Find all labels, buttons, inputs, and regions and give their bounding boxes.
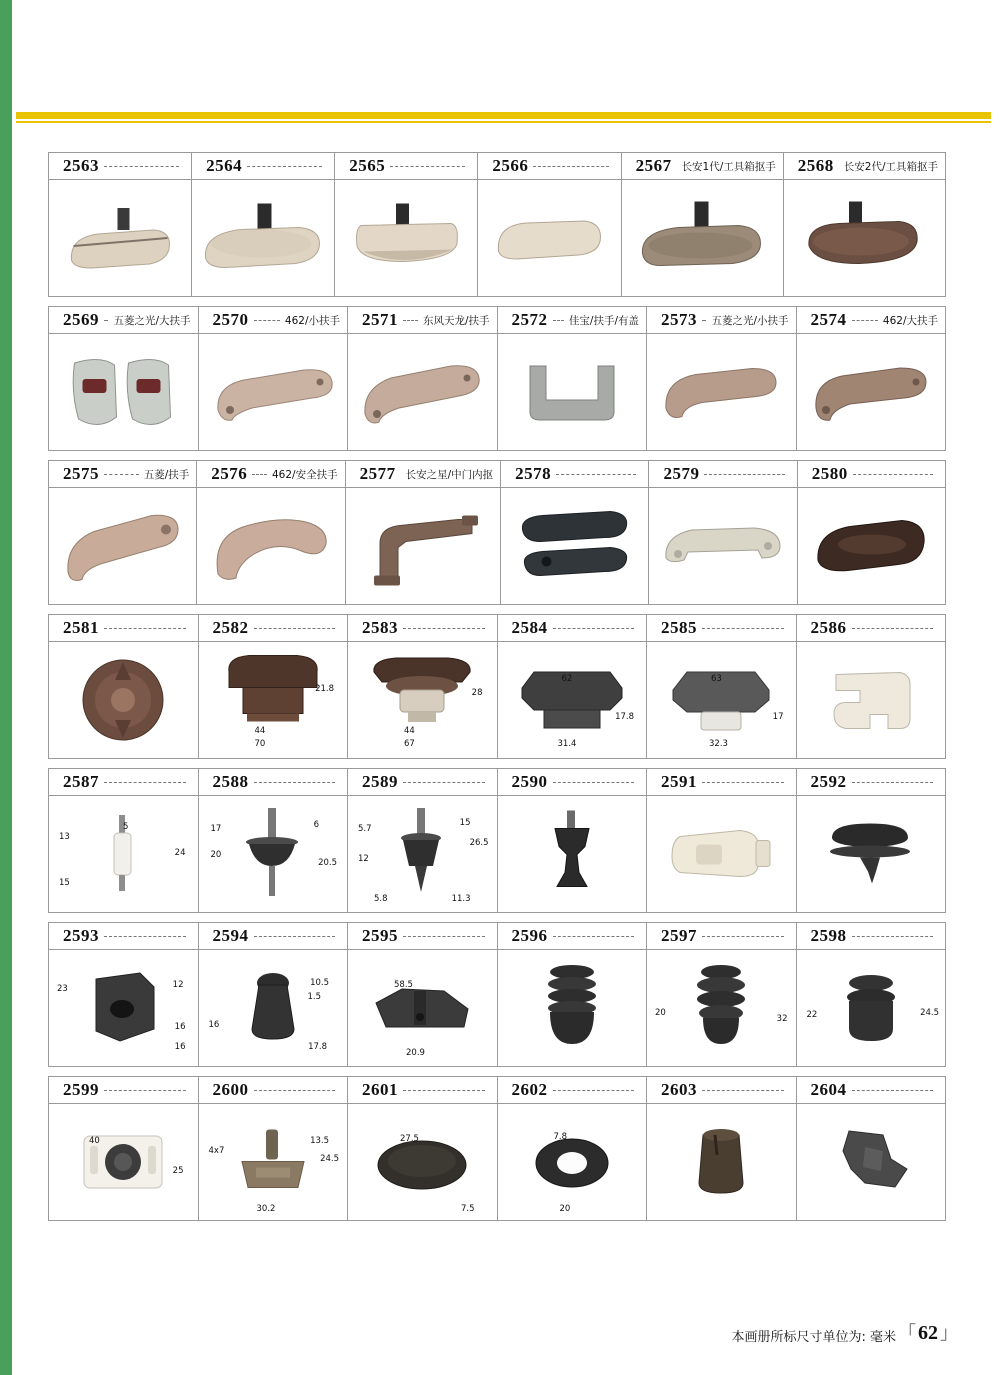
dash-rule	[403, 782, 485, 784]
part-cell-2566[interactable]	[478, 153, 621, 296]
part-image	[49, 488, 196, 604]
dash-rule	[852, 320, 878, 322]
dimension-label: 22	[806, 1010, 818, 1020]
top-yellow-rule	[16, 112, 991, 119]
dimension-label: 21.8	[315, 684, 334, 694]
part-code: 2602	[511, 1080, 548, 1099]
part-cell-2573[interactable]	[647, 307, 797, 450]
dimension-label: 13.5	[310, 1136, 329, 1146]
table-row	[48, 152, 946, 297]
part-image	[647, 1104, 796, 1220]
part-code: 2579	[663, 464, 700, 483]
dash-rule	[247, 166, 322, 168]
part-cell-2565[interactable]	[335, 153, 478, 296]
part-cell-2588[interactable]	[199, 769, 349, 912]
part-code: 2585	[661, 618, 697, 637]
dash-rule	[254, 936, 336, 938]
part-image	[335, 180, 477, 296]
cell-header	[498, 923, 647, 950]
dimension-label: 17	[772, 712, 784, 722]
part-code: 2566	[492, 156, 529, 175]
part-image	[498, 950, 647, 1066]
cell-header	[199, 769, 348, 796]
dimension-label: 17	[210, 824, 222, 834]
part-cell-2581[interactable]	[49, 615, 199, 758]
dash-rule	[702, 628, 784, 630]
table-row	[48, 768, 946, 913]
part-cell-2585[interactable]	[647, 615, 797, 758]
dimension-label: 16	[174, 1022, 186, 1032]
part-image	[498, 642, 647, 758]
dimension-label: 17.8	[615, 712, 634, 722]
part-code: 2583	[362, 618, 398, 637]
cell-header	[348, 1077, 497, 1104]
cell-header	[797, 615, 946, 642]
dimension-label: 20	[210, 850, 222, 860]
dimension-label: 7.5	[460, 1204, 475, 1214]
part-code: 2581	[63, 618, 99, 637]
part-image	[199, 642, 348, 758]
cell-header	[647, 615, 796, 642]
dash-rule	[556, 474, 636, 476]
part-desc: 462/大扶手	[882, 314, 938, 327]
part-image	[498, 334, 647, 450]
part-code: 2569	[63, 310, 99, 329]
part-code: 2604	[810, 1080, 847, 1099]
part-cell-2580[interactable]	[798, 461, 945, 604]
dimension-label: 13	[59, 832, 70, 842]
part-cell-2604[interactable]	[797, 1077, 946, 1220]
dash-rule	[553, 936, 635, 938]
top-yellow-rule-thin	[16, 121, 991, 123]
dash-rule	[254, 628, 336, 630]
part-code: 2588	[212, 772, 249, 791]
dash-rule	[553, 320, 564, 322]
dimension-label: 26.5	[469, 838, 489, 848]
dimension-label: 24.5	[920, 1008, 939, 1018]
part-cell-2594[interactable]	[199, 923, 349, 1066]
part-image	[348, 1104, 497, 1220]
part-cell-2600[interactable]	[199, 1077, 349, 1220]
parts-grid	[48, 152, 946, 1230]
part-cell-2599[interactable]	[49, 1077, 199, 1220]
part-code: 2590	[511, 772, 548, 791]
part-image	[622, 180, 783, 296]
part-code: 2573	[661, 310, 697, 329]
dimension-label: 7.8	[553, 1132, 568, 1142]
part-cell-2586[interactable]	[797, 615, 946, 758]
part-cell-2569[interactable]	[49, 307, 199, 450]
dash-rule	[104, 1090, 186, 1092]
part-cell-2578[interactable]	[501, 461, 649, 604]
dimension-label: 4x7	[208, 1146, 225, 1156]
part-code: 2576	[211, 464, 248, 483]
part-code: 2600	[212, 1080, 249, 1099]
part-desc: 佳宝/扶手/有盖	[568, 314, 639, 327]
part-image	[49, 334, 198, 450]
cell-header	[49, 1077, 198, 1104]
part-image	[197, 488, 344, 604]
cell-header	[797, 1077, 946, 1104]
cell-header	[348, 307, 497, 334]
part-cell-2564[interactable]	[192, 153, 335, 296]
cell-header	[49, 153, 191, 180]
part-cell-2570[interactable]	[199, 307, 349, 450]
cell-header	[348, 923, 497, 950]
dash-rule	[853, 474, 933, 476]
dimension-label: 20	[559, 1204, 571, 1214]
cell-header	[498, 615, 647, 642]
cell-header	[498, 769, 647, 796]
part-image	[797, 334, 946, 450]
part-image	[199, 334, 348, 450]
dash-rule	[852, 1090, 934, 1092]
part-cell-2579[interactable]	[649, 461, 797, 604]
part-cell-2574[interactable]	[797, 307, 946, 450]
dimension-label: 5	[123, 822, 129, 832]
page-number: 62	[918, 1322, 938, 1344]
dash-rule	[390, 166, 465, 168]
cell-header	[192, 153, 334, 180]
dash-rule	[702, 1090, 784, 1092]
cell-header	[49, 307, 198, 334]
part-image	[647, 950, 796, 1066]
dash-rule	[252, 474, 267, 476]
dimension-label: 62	[561, 674, 573, 684]
part-desc: 长安2代/工具箱抠手	[843, 160, 938, 173]
part-code: 2580	[811, 464, 848, 483]
table-row	[48, 1076, 946, 1221]
cell-header	[199, 1077, 348, 1104]
part-cell-2577[interactable]	[346, 461, 502, 604]
dash-rule	[553, 1090, 635, 1092]
dash-rule	[702, 936, 784, 938]
dimension-label: 12	[358, 854, 369, 864]
cell-header	[49, 923, 198, 950]
dash-rule	[104, 782, 186, 784]
dash-rule	[254, 782, 336, 784]
part-cell-2591[interactable]	[647, 769, 797, 912]
dimension-label: 31.4	[557, 739, 577, 749]
dash-rule	[254, 320, 280, 322]
dash-rule	[254, 1090, 336, 1092]
part-desc: 462/小扶手	[284, 314, 340, 327]
dimension-label: 44	[404, 726, 415, 736]
left-green-bar	[0, 0, 12, 1375]
dash-rule	[403, 320, 418, 322]
part-image	[498, 796, 647, 912]
left-bar-white-gap	[12, 0, 16, 1375]
part-code: 2568	[797, 156, 834, 175]
dimension-label: 23	[57, 984, 68, 994]
part-image	[348, 334, 497, 450]
part-image	[797, 642, 946, 758]
part-code: 2575	[63, 464, 99, 483]
cell-header	[197, 461, 344, 488]
part-cell-2563[interactable]	[49, 153, 192, 296]
part-cell-2593[interactable]	[49, 923, 199, 1066]
dimension-label: 11.3	[451, 894, 471, 904]
dash-rule	[852, 782, 934, 784]
cell-header	[647, 307, 796, 334]
part-desc: 长安之星/中门内抠	[405, 468, 494, 481]
bracket-right: 」	[940, 1323, 958, 1343]
part-image	[49, 180, 191, 296]
dash-rule	[403, 936, 485, 938]
part-cell-2602[interactable]	[498, 1077, 648, 1220]
part-image	[797, 950, 946, 1066]
part-cell-2572[interactable]	[498, 307, 648, 450]
dash-rule	[553, 628, 635, 630]
part-cell-2567[interactable]	[622, 153, 784, 296]
cell-header	[335, 153, 477, 180]
cell-header	[49, 615, 198, 642]
dimension-label: 28	[471, 688, 483, 698]
cell-header	[49, 461, 196, 488]
part-image	[649, 488, 796, 604]
dimension-label: 20.5	[318, 858, 337, 868]
part-code: 2564	[206, 156, 243, 175]
part-code: 2578	[515, 464, 552, 483]
cell-header	[199, 923, 348, 950]
part-code: 2589	[362, 772, 398, 791]
dimension-label: 15	[59, 878, 70, 888]
part-code: 2565	[349, 156, 386, 175]
part-image	[49, 642, 198, 758]
dimension-label: 5.8	[374, 894, 388, 904]
dash-rule	[403, 628, 485, 630]
part-image	[199, 950, 348, 1066]
part-code: 2586	[810, 618, 847, 637]
dimension-label: 67	[404, 739, 415, 749]
dash-rule	[104, 628, 186, 630]
part-cell-2590[interactable]	[498, 769, 648, 912]
part-cell-2597[interactable]	[647, 923, 797, 1066]
part-image	[498, 1104, 647, 1220]
part-code: 2567	[635, 156, 672, 175]
part-code: 2563	[63, 156, 99, 175]
cell-header	[784, 153, 945, 180]
cell-header	[199, 307, 348, 334]
part-cell-2603[interactable]	[647, 1077, 797, 1220]
part-code: 2599	[63, 1080, 99, 1099]
dimension-label: 20	[655, 1008, 666, 1018]
table-row	[48, 306, 946, 451]
dimension-label: 16	[174, 1042, 186, 1052]
part-image	[798, 488, 945, 604]
part-image	[49, 796, 198, 912]
part-code: 2570	[212, 310, 249, 329]
dimension-label: 25	[172, 1166, 184, 1176]
dash-rule	[104, 936, 186, 938]
part-image	[49, 950, 198, 1066]
dash-rule	[704, 474, 784, 476]
dimension-label: 1.5	[307, 992, 321, 1002]
part-image	[199, 1104, 348, 1220]
part-cell-2584[interactable]	[498, 615, 648, 758]
part-code: 2596	[511, 926, 548, 945]
part-code: 2594	[212, 926, 249, 945]
table-row	[48, 460, 946, 605]
cell-header	[346, 461, 501, 488]
part-code: 2582	[212, 618, 249, 637]
cell-header	[49, 769, 198, 796]
dimension-label: 10.5	[310, 978, 329, 988]
dimension-label: 32.3	[709, 739, 728, 749]
part-image	[348, 950, 497, 1066]
cell-header	[622, 153, 783, 180]
part-cell-2582[interactable]	[199, 615, 349, 758]
cell-header	[798, 461, 945, 488]
dimension-label: 40	[89, 1136, 100, 1146]
cell-header	[478, 153, 620, 180]
dimension-label: 5.7	[358, 824, 372, 834]
part-cell-2583[interactable]	[348, 615, 498, 758]
dash-rule	[104, 320, 108, 322]
part-image	[346, 488, 501, 604]
part-code: 2587	[63, 772, 99, 791]
part-image	[647, 796, 796, 912]
cell-header	[649, 461, 796, 488]
part-image	[192, 180, 334, 296]
part-code: 2592	[810, 772, 847, 791]
dimension-label: 17.8	[308, 1042, 327, 1052]
footer-note: 本画册所标尺寸单位为: 毫米	[731, 1330, 896, 1345]
part-cell-2575[interactable]	[49, 461, 197, 604]
cell-header	[498, 1077, 647, 1104]
part-cell-2589[interactable]	[348, 769, 498, 912]
dimension-label: 63	[711, 674, 722, 684]
dash-rule	[104, 166, 179, 168]
part-code: 2597	[661, 926, 697, 945]
bracket-left: 「	[898, 1323, 916, 1343]
part-code: 2603	[661, 1080, 697, 1099]
part-image	[784, 180, 945, 296]
cell-header	[501, 461, 648, 488]
part-cell-2571[interactable]	[348, 307, 498, 450]
part-code: 2572	[511, 310, 548, 329]
part-desc: 五菱之光/小扶手	[711, 314, 789, 327]
dash-rule	[104, 474, 139, 476]
part-image	[199, 796, 348, 912]
cell-header	[647, 1077, 796, 1104]
dimension-label: 15	[459, 818, 471, 828]
part-code: 2593	[63, 926, 99, 945]
part-cell-2596[interactable]	[498, 923, 648, 1066]
part-desc: 462/安全扶手	[272, 468, 338, 481]
part-desc: 长安1代/工具箱抠手	[681, 160, 776, 173]
dash-rule	[702, 320, 706, 322]
part-cell-2568[interactable]	[784, 153, 945, 296]
part-cell-2598[interactable]	[797, 923, 946, 1066]
table-row	[48, 922, 946, 1067]
page-footer	[731, 1319, 958, 1345]
dash-rule	[403, 1090, 485, 1092]
dimension-label: 44	[254, 726, 266, 736]
dash-rule	[852, 628, 934, 630]
part-cell-2601[interactable]	[348, 1077, 498, 1220]
dash-rule	[702, 782, 784, 784]
dimension-label: 6	[313, 820, 319, 830]
cell-header	[797, 923, 946, 950]
part-desc: 东风天龙/扶手	[422, 314, 490, 327]
part-image	[49, 1104, 198, 1220]
dimension-label: 24.5	[320, 1154, 339, 1164]
part-desc: 五菱/扶手	[143, 468, 190, 481]
dash-rule	[553, 782, 635, 784]
part-code: 2571	[362, 310, 398, 329]
dimension-label: 58.5	[394, 980, 413, 990]
part-image	[647, 642, 796, 758]
dimension-label: 24	[174, 848, 186, 858]
dimension-label: 70	[254, 739, 266, 749]
part-image	[797, 1104, 946, 1220]
dimension-label: 20.9	[406, 1048, 425, 1058]
cell-header	[199, 615, 348, 642]
dimension-label: 27.5	[400, 1134, 419, 1144]
part-cell-2595[interactable]	[348, 923, 498, 1066]
part-image	[478, 180, 620, 296]
part-code: 2598	[810, 926, 847, 945]
cell-header	[348, 769, 497, 796]
part-image	[348, 642, 497, 758]
part-cell-2587[interactable]	[49, 769, 199, 912]
part-image	[797, 796, 946, 912]
part-code: 2591	[661, 772, 697, 791]
cell-header	[647, 769, 796, 796]
part-code: 2601	[362, 1080, 398, 1099]
dimension-label: 32	[776, 1014, 788, 1024]
dimension-label: 30.2	[256, 1204, 276, 1214]
cell-header	[647, 923, 796, 950]
cell-header	[498, 307, 647, 334]
part-cell-2576[interactable]	[197, 461, 345, 604]
dash-rule	[852, 936, 934, 938]
part-cell-2592[interactable]	[797, 769, 946, 912]
part-code: 2584	[511, 618, 548, 637]
part-code: 2595	[362, 926, 398, 945]
dash-rule	[533, 166, 608, 168]
part-image	[647, 334, 796, 450]
part-image	[501, 488, 648, 604]
part-image	[348, 796, 497, 912]
cell-header	[797, 769, 946, 796]
part-desc: 五菱之光/大扶手	[113, 314, 191, 327]
cell-header	[348, 615, 497, 642]
table-row	[48, 614, 946, 759]
cell-header	[797, 307, 946, 334]
part-code: 2574	[810, 310, 847, 329]
dimension-label: 12	[172, 980, 184, 990]
dimension-label: 16	[208, 1020, 220, 1030]
part-code: 2577	[359, 464, 396, 483]
